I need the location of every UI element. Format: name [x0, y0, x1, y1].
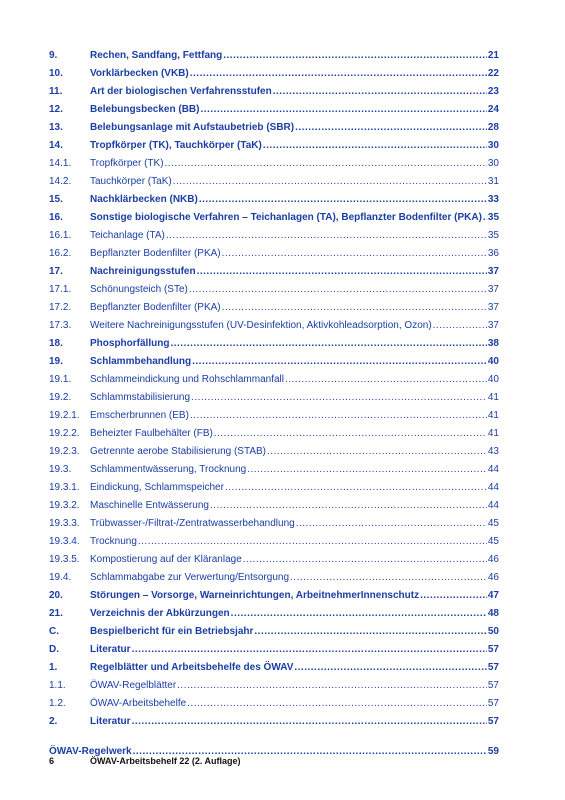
toc-dot-leader: [187, 698, 487, 709]
toc-entry-page: 57: [487, 644, 499, 655]
toc-entry-title: Phosphorfällung: [90, 338, 170, 349]
page-footer: [49, 756, 241, 766]
toc-entry-title: Art der biologischen Verfahrensstufen: [90, 86, 272, 97]
toc-entry-number: 11.: [49, 86, 63, 97]
toc-entry-page: 21: [487, 50, 499, 61]
toc-entry-page: 28: [487, 122, 499, 133]
toc-dot-leader: [294, 662, 487, 673]
toc-entry-number: 14.2.: [49, 176, 72, 187]
toc-entry-number: 19.3.3.: [49, 518, 80, 529]
toc-entry-number: C.: [49, 626, 59, 637]
toc-dot-leader: [138, 536, 487, 547]
toc-entry[interactable]: [49, 446, 499, 464]
toc-entry-page: 35: [487, 230, 499, 241]
toc-entry-number: 17.1.: [49, 284, 72, 295]
toc-entry-title: Störungen – Vorsorge, Warneinrichtungen, ArbeitnehmerInnenschutz: [90, 590, 420, 601]
toc-dot-leader: [214, 428, 487, 439]
toc-entry-page: 37: [487, 284, 499, 295]
toc-dot-leader: [483, 212, 487, 223]
toc-entry-number: 15.: [49, 194, 63, 205]
toc-dot-leader: [177, 680, 487, 691]
toc-entry-page: 47: [487, 590, 499, 601]
toc-entry[interactable]: [49, 122, 499, 140]
toc-entry-page: 44: [487, 500, 499, 511]
toc-entry-number: 17.: [49, 266, 63, 277]
toc-dot-leader: [273, 86, 487, 97]
toc-dot-leader: [267, 446, 487, 457]
toc-dot-leader: [197, 266, 487, 277]
toc-entry-title: Tropfkörper (TK): [90, 158, 164, 169]
toc-entry-page: 57: [487, 662, 499, 673]
toc-entry-number: 21.: [49, 608, 63, 619]
toc-entry-number: D.: [49, 644, 59, 655]
toc-dot-leader: [192, 356, 487, 367]
toc-entry[interactable]: [49, 68, 499, 86]
toc-entry[interactable]: [49, 554, 499, 572]
toc-entry-number: 16.2.: [49, 248, 72, 259]
toc-entry-number: 19.: [49, 356, 63, 367]
toc-entry-title: Schönungsteich (STe): [90, 284, 188, 295]
toc-entry[interactable]: [49, 50, 499, 68]
toc-entry[interactable]: [49, 104, 499, 122]
toc-entry-title: Trübwasser-/Filtrat-/Zentratwasserbehandlung: [90, 518, 295, 529]
toc-entry[interactable]: [49, 374, 499, 392]
toc-entry-title: Rechen, Sandfang, Fettfang: [90, 50, 223, 61]
toc-entry-title: Schlammentwässerung, Trocknung: [90, 464, 247, 475]
toc-entry-number: 17.2.: [49, 302, 72, 313]
toc-entry-title: Teichanlage (TA): [90, 230, 165, 241]
toc-dot-leader: [243, 554, 487, 565]
toc-dot-leader: [170, 338, 486, 349]
toc-entry-number: 19.2.2.: [49, 428, 80, 439]
toc-entry-number: 19.3.5.: [49, 554, 80, 565]
toc-dot-leader: [166, 230, 487, 241]
toc-entry-title: ÖWAV-Regelblätter: [90, 680, 177, 691]
toc-entry-number: 19.4.: [49, 572, 72, 583]
toc-dot-leader: [247, 464, 487, 475]
toc-entry-page: 44: [487, 464, 499, 475]
toc-entry-page: 30: [487, 158, 499, 169]
toc-entry-title: Bespielbericht für ein Betriebsjahr: [90, 626, 254, 637]
toc-entry-number: 17.3.: [49, 320, 72, 331]
toc-entry-number: 14.1.: [49, 158, 72, 169]
toc-dot-leader: [290, 572, 487, 583]
toc-dot-leader: [433, 320, 487, 331]
toc-entry-number: 12.: [49, 104, 63, 115]
toc-entry-number: 19.2.1.: [49, 410, 80, 421]
toc-entry[interactable]: [49, 86, 499, 104]
toc-entry-title: Schlammstabilisierung: [90, 392, 191, 403]
toc-entry-page: 37: [487, 320, 499, 331]
toc-dot-leader: [190, 410, 487, 421]
toc-entry-title: Sonstige biologische Verfahren – Teichanlagen (TA), Bepflanzter Bodenfilter (PKA): [90, 212, 482, 223]
toc-entry-title: ÖWAV-Regelwerk: [49, 746, 132, 757]
toc-entry[interactable]: [49, 590, 499, 608]
toc-dot-leader: [222, 302, 487, 313]
toc-entry-number: 18.: [49, 338, 63, 349]
toc-entry-number: 19.2.: [49, 392, 72, 403]
toc-entry-title: Maschinelle Entwässerung: [90, 500, 209, 511]
toc-dot-leader: [165, 158, 487, 169]
toc-entry-number: 19.3.: [49, 464, 72, 475]
toc-entry-title: Schlammbehandlung: [90, 356, 192, 367]
toc-entry[interactable]: [49, 698, 499, 716]
toc-entry-number: 1.2.: [49, 698, 66, 709]
toc-entry-page: 41: [487, 392, 499, 403]
toc-entry[interactable]: [49, 140, 499, 158]
toc-entry-page: 59: [487, 746, 499, 757]
toc-entry-page: 41: [487, 410, 499, 421]
toc-entry-number: 16.1.: [49, 230, 72, 241]
toc-entry-title: Belebungsbecken (BB): [90, 104, 200, 115]
toc-entry-title: Literatur: [90, 716, 131, 727]
toc-entry-title: Regelblätter und Arbeitsbehelfe des ÖWAV: [90, 662, 294, 673]
toc-entry[interactable]: [49, 320, 499, 338]
toc-entry-page: 36: [487, 248, 499, 259]
toc-entry-page: 38: [487, 338, 499, 349]
toc-dot-leader: [225, 482, 487, 493]
footer-page-number: 6: [49, 756, 55, 766]
toc-entry-page: 37: [487, 266, 499, 277]
toc-entry-page: 24: [487, 104, 499, 115]
toc-entry-page: 33: [487, 194, 499, 205]
toc-entry-page: 22: [487, 68, 499, 79]
toc-dot-leader: [295, 122, 487, 133]
table-of-contents: [49, 50, 499, 764]
toc-entry-title: Schlammeindickung und Rohschlammanfall: [90, 374, 284, 385]
toc-entry-number: 13.: [49, 122, 63, 133]
toc-dot-leader: [132, 644, 487, 655]
toc-entry[interactable]: [49, 428, 499, 446]
toc-entry[interactable]: [49, 518, 499, 536]
toc-entry-title: Eindickung, Schlammspeicher: [90, 482, 224, 493]
toc-entry-title: Schlammabgabe zur Verwertung/Entsorgung: [90, 572, 290, 583]
toc-entry[interactable]: [49, 176, 499, 194]
toc-entry-title: Literatur: [90, 644, 131, 655]
toc-entry[interactable]: [49, 680, 499, 698]
toc-entry-number: 19.1.: [49, 374, 72, 385]
toc-entry-page: 30: [487, 140, 499, 151]
toc-entry-title: Weitere Nachreinigungsstufen (UV-Desinfektion, Aktivkohleadsorption, Ozon): [90, 320, 432, 331]
toc-entry-title: Getrennte aerobe Stabilisierung (STAB): [90, 446, 267, 457]
toc-entry[interactable]: [49, 482, 499, 500]
toc-entry[interactable]: [49, 626, 499, 644]
toc-entry-number: 19.3.4.: [49, 536, 80, 547]
toc-entry-title: Bepflanzter Bodenfilter (PKA): [90, 302, 221, 313]
toc-entry[interactable]: [49, 230, 499, 248]
toc-dot-leader: [263, 140, 487, 151]
toc-entry-page: 57: [487, 716, 499, 727]
toc-dot-leader: [173, 176, 487, 187]
toc-entry-page: 45: [487, 518, 499, 529]
toc-entry[interactable]: [49, 284, 499, 302]
toc-entry[interactable]: [49, 536, 499, 554]
toc-entry[interactable]: [49, 716, 499, 734]
toc-entry-number: 2.: [49, 716, 58, 727]
toc-entry-page: 46: [487, 572, 499, 583]
toc-entry-page: 43: [487, 446, 499, 457]
toc-entry-page: 45: [487, 536, 499, 547]
toc-entry-title: ÖWAV-Arbeitsbehelfe: [90, 698, 187, 709]
toc-entry-number: 20.: [49, 590, 63, 601]
toc-dot-leader: [200, 104, 486, 115]
toc-entry-title: Kompostierung auf der Kläranlage: [90, 554, 242, 565]
toc-entry-number: 19.3.2.: [49, 500, 80, 511]
toc-entry[interactable]: [49, 356, 499, 374]
toc-entry-page: 44: [487, 482, 499, 493]
toc-entry[interactable]: [49, 464, 499, 482]
toc-entry-page: 35: [487, 212, 500, 223]
toc-entry-title: Nachreinigungsstufen: [90, 266, 196, 277]
toc-entry-number: 16.: [49, 212, 63, 223]
toc-entry-title: Bepflanzter Bodenfilter (PKA): [90, 248, 221, 259]
toc-entry-number: 19.2.3.: [49, 446, 80, 457]
toc-entry-page: 57: [487, 698, 499, 709]
toc-entry-number: 14.: [49, 140, 63, 151]
toc-entry-page: 23: [487, 86, 499, 97]
toc-entry[interactable]: [49, 500, 499, 518]
toc-entry-title: Nachklärbecken (NKB): [90, 194, 198, 205]
toc-dot-leader: [132, 716, 487, 727]
toc-dot-leader: [254, 626, 486, 637]
toc-entry-page: 50: [487, 626, 499, 637]
toc-entry-number: 1.1.: [49, 680, 66, 691]
toc-dot-leader: [285, 374, 487, 385]
toc-entry-number: 9.: [49, 50, 58, 61]
toc-dot-leader: [223, 50, 487, 61]
toc-entry-number: 1.: [49, 662, 58, 673]
toc-entry[interactable]: [49, 662, 499, 680]
toc-entry[interactable]: [49, 644, 499, 662]
toc-entry-title: Beheizter Faulbehälter (FB): [90, 428, 213, 439]
toc-entry-page: 48: [487, 608, 499, 619]
toc-entry-page: 40: [487, 374, 499, 385]
toc-entry[interactable]: [49, 392, 499, 410]
toc-entry[interactable]: [49, 194, 499, 212]
toc-entry-page: 46: [487, 554, 499, 565]
toc-entry-page: 37: [487, 302, 499, 313]
toc-entry-page: 57: [487, 680, 499, 691]
toc-entry-number: 19.3.1.: [49, 482, 80, 493]
toc-entry[interactable]: [49, 608, 499, 626]
toc-dot-leader: [199, 194, 487, 205]
toc-entry-title: Tropfkörper (TK), Tauchkörper (TaK): [90, 140, 262, 151]
toc-entry-number: 10.: [49, 68, 63, 79]
toc-entry[interactable]: [49, 302, 499, 320]
toc-entry[interactable]: [49, 572, 499, 590]
toc-entry-page: 41: [487, 428, 499, 439]
toc-dot-leader: [296, 518, 487, 529]
toc-dot-leader: [420, 590, 487, 601]
toc-dot-leader: [189, 284, 487, 295]
toc-entry[interactable]: [49, 410, 499, 428]
toc-entry[interactable]: [49, 266, 499, 284]
toc-dot-leader: [191, 392, 487, 403]
toc-dot-leader: [222, 248, 487, 259]
toc-entry[interactable]: [49, 212, 499, 230]
toc-entry-page: 40: [487, 356, 499, 367]
toc-entry-title: Belebungsanlage mit Aufstaubetrieb (SBR): [90, 122, 295, 133]
toc-entry[interactable]: [49, 248, 499, 266]
toc-entry-title: Trocknung: [90, 536, 137, 547]
toc-entry[interactable]: [49, 158, 499, 176]
footer-publication-title: ÖWAV-Arbeitsbehelf 22 (2. Auflage): [90, 756, 241, 766]
toc-dot-leader: [190, 68, 487, 79]
toc-entry-title: Vorklärbecken (VKB): [90, 68, 189, 79]
toc-entry-title: Emscherbrunnen (EB): [90, 410, 189, 421]
toc-dot-leader: [231, 608, 487, 619]
toc-entry-title: Tauchkörper (TaK): [90, 176, 172, 187]
toc-entry-page: 31: [487, 176, 499, 187]
toc-dot-leader: [210, 500, 487, 511]
toc-entry-title: Verzeichnis der Abkürzungen: [90, 608, 230, 619]
toc-entry[interactable]: [49, 338, 499, 356]
